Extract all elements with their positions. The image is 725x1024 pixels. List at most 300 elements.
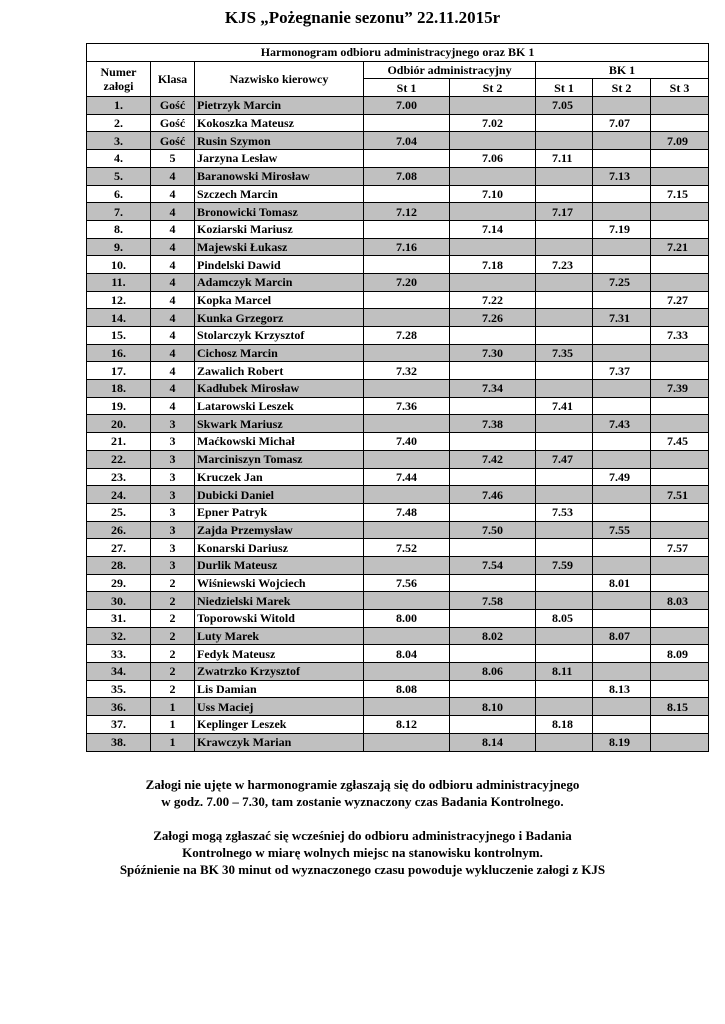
admin-st2-time: 7.26 [450,309,536,327]
admin-st2-time [450,645,536,663]
admin-st2-time: 7.42 [450,450,536,468]
table-row [87,716,709,734]
bk-st2-time [593,539,651,557]
crew-number: 32. [87,627,151,645]
header-admin-group: Odbiór administracyjny [364,61,536,79]
admin-st1-time [364,592,450,610]
bk-st1-time: 7.59 [536,556,593,574]
bk-st2-time [593,503,651,521]
crew-number: 17. [87,362,151,380]
class-cell: 3 [151,415,195,433]
admin-st2-time: 7.50 [450,521,536,539]
schedule-table [86,43,709,752]
driver-name: Keplinger Leszek [195,716,364,734]
class-cell: 4 [151,273,195,291]
class-cell: 2 [151,574,195,592]
bk-st1-time [536,468,593,486]
bk-st1-time [536,362,593,380]
admin-st1-time [364,733,450,751]
bk-st3-time [651,733,709,751]
crew-number: 9. [87,238,151,256]
bk-st2-time: 7.25 [593,273,651,291]
driver-name: Lis Damian [195,680,364,698]
table-row [87,610,709,628]
crew-number: 26. [87,521,151,539]
table-row [87,203,709,221]
bk-st2-time [593,397,651,415]
table-row [87,698,709,716]
driver-name: Skwark Mariusz [195,415,364,433]
table-row [87,167,709,185]
bk-st1-time [536,238,593,256]
bk-st1-time [536,627,593,645]
driver-name: Kokoszka Mateusz [195,114,364,132]
driver-name: Luty Marek [195,627,364,645]
admin-st2-time [450,327,536,345]
admin-st1-time [364,450,450,468]
table-row [87,114,709,132]
class-cell: 3 [151,539,195,557]
bk-st1-time [536,698,593,716]
table-row [87,680,709,698]
bk-st3-time [651,256,709,274]
admin-st2-time [450,716,536,734]
bk-st2-time: 8.07 [593,627,651,645]
driver-name: Niedzielski Marek [195,592,364,610]
bk-st3-time [651,521,709,539]
header-number: Numer załogi [87,61,151,96]
bk-st3-time: 7.27 [651,291,709,309]
crew-number: 7. [87,203,151,221]
bk-st3-time [651,468,709,486]
bk-st3-time [651,344,709,362]
class-cell: 4 [151,203,195,221]
bk-st2-time [593,256,651,274]
bk-st3-time: 7.09 [651,132,709,150]
admin-st1-time: 7.32 [364,362,450,380]
bk-st1-time [536,114,593,132]
admin-st2-time [450,574,536,592]
bk-st2-time [593,344,651,362]
bk-st3-time [651,220,709,238]
page-title: KJS „Pożegnanie sezonu” 22.11.2015r [224,8,501,27]
bk-st2-time: 7.31 [593,309,651,327]
bk-st1-time: 7.23 [536,256,593,274]
bk-st2-time [593,132,651,150]
table-caption: Harmonogram odbioru administracyjnego oraz BK 1 [87,44,709,62]
table-row [87,450,709,468]
bk-st3-time [651,273,709,291]
driver-name: Bronowicki Tomasz [195,203,364,221]
driver-name: Konarski Dariusz [195,539,364,557]
admin-st1-time: 7.00 [364,97,450,115]
bk-st2-time: 8.19 [593,733,651,751]
class-cell: 2 [151,592,195,610]
table-row [87,344,709,362]
bk-st2-time [593,291,651,309]
table-row [87,539,709,557]
note-line: Załogi nie ujęte w harmonogramie zgłaszają się do odbioru administracyjnego [145,777,580,792]
crew-number: 15. [87,327,151,345]
admin-st1-time: 8.00 [364,610,450,628]
bk-st1-time [536,574,593,592]
crew-number: 28. [87,556,151,574]
table-row [87,97,709,115]
crew-number: 21. [87,433,151,451]
driver-name: Pietrzyk Marcin [195,97,364,115]
table-row [87,415,709,433]
bk-st2-time [593,450,651,468]
admin-st1-time: 8.08 [364,680,450,698]
class-cell: 4 [151,362,195,380]
bk-st1-time: 8.05 [536,610,593,628]
header-admin-st2: St 2 [450,79,536,97]
bk-st1-time [536,327,593,345]
table-row [87,380,709,398]
crew-number: 25. [87,503,151,521]
bk-st2-time: 7.19 [593,220,651,238]
table-row [87,185,709,203]
driver-name: Baranowski Mirosław [195,167,364,185]
admin-st2-time: 7.30 [450,344,536,362]
admin-st1-time [364,521,450,539]
class-cell: 3 [151,486,195,504]
bk-st3-time [651,397,709,415]
admin-st2-time: 7.18 [450,256,536,274]
bk-st1-time [536,486,593,504]
class-cell: 1 [151,733,195,751]
admin-st2-time: 8.10 [450,698,536,716]
table-row [87,132,709,150]
admin-st1-time [364,556,450,574]
admin-st2-time [450,203,536,221]
class-cell: 4 [151,185,195,203]
bk-st2-time: 7.07 [593,114,651,132]
class-cell: 4 [151,291,195,309]
bk-st2-time: 8.13 [593,680,651,698]
crew-number: 18. [87,380,151,398]
bk-st1-time [536,680,593,698]
header-bk-group: BK 1 [536,61,709,79]
table-row [87,273,709,291]
admin-st1-time: 7.56 [364,574,450,592]
driver-name: Szczech Marcin [195,185,364,203]
crew-number: 34. [87,663,151,681]
admin-st1-time: 7.36 [364,397,450,415]
admin-st2-time: 7.34 [450,380,536,398]
class-cell: Gość [151,114,195,132]
crew-number: 1. [87,97,151,115]
bk-st2-time [593,610,651,628]
note-line: Kontrolnego w miarę wolnych miejsc na stanowisku kontrolnym. [182,845,543,860]
bk-st3-time [651,167,709,185]
bk-st1-time: 7.41 [536,397,593,415]
bk-st2-time [593,185,651,203]
bk-st2-time [593,645,651,663]
bk-st3-time [651,150,709,168]
admin-st1-time [364,698,450,716]
admin-st2-time: 8.06 [450,663,536,681]
class-cell: 1 [151,698,195,716]
bk-st3-time: 7.51 [651,486,709,504]
class-cell: Gość [151,97,195,115]
admin-st2-time: 7.54 [450,556,536,574]
bk-st3-time: 7.57 [651,539,709,557]
crew-number: 35. [87,680,151,698]
driver-name: Zajda Przemysław [195,521,364,539]
bk-st2-time [593,238,651,256]
bk-st1-time: 8.18 [536,716,593,734]
class-cell: 5 [151,150,195,168]
table-row [87,238,709,256]
driver-name: Durlik Mateusz [195,556,364,574]
header-bk-st3: St 3 [651,79,709,97]
admin-st1-time: 7.48 [364,503,450,521]
bk-st2-time [593,150,651,168]
admin-st2-time: 7.38 [450,415,536,433]
bk-st2-time [593,556,651,574]
crew-number: 27. [87,539,151,557]
header-bk-st2: St 2 [593,79,651,97]
bk-st1-time: 8.11 [536,663,593,681]
bk-st3-time [651,114,709,132]
bk-st1-time [536,433,593,451]
driver-name: Fedyk Mateusz [195,645,364,663]
admin-st2-time: 7.06 [450,150,536,168]
bk-st3-time: 8.15 [651,698,709,716]
bk-st1-time [536,185,593,203]
crew-number: 8. [87,220,151,238]
bk-st1-time [536,733,593,751]
admin-st2-time [450,362,536,380]
crew-number: 31. [87,610,151,628]
crew-number: 10. [87,256,151,274]
admin-st2-time: 7.58 [450,592,536,610]
crew-number: 2. [87,114,151,132]
table-row [87,663,709,681]
table-row [87,220,709,238]
bk-st2-time [593,663,651,681]
admin-st2-time [450,610,536,628]
admin-st1-time [364,415,450,433]
bk-st2-time [593,716,651,734]
admin-st1-time: 8.04 [364,645,450,663]
crew-number: 38. [87,733,151,751]
bk-st3-time [651,450,709,468]
bk-st2-time: 7.37 [593,362,651,380]
admin-st2-time: 7.22 [450,291,536,309]
bk-st2-time: 7.43 [593,415,651,433]
crew-number: 36. [87,698,151,716]
admin-st2-time: 7.10 [450,185,536,203]
driver-name: Cichosz Marcin [195,344,364,362]
admin-st1-time [364,114,450,132]
driver-name: Adamczyk Marcin [195,273,364,291]
driver-name: Stolarczyk Krzysztof [195,327,364,345]
class-cell: 4 [151,167,195,185]
class-cell: 3 [151,450,195,468]
table-row [87,486,709,504]
class-cell: 3 [151,521,195,539]
class-cell: Gość [151,132,195,150]
crew-number: 3. [87,132,151,150]
bk-st1-time [536,220,593,238]
bk-st3-time [651,309,709,327]
bk-st3-time [651,415,709,433]
class-cell: 3 [151,556,195,574]
bk-st2-time [593,327,651,345]
bk-st1-time: 7.35 [536,344,593,362]
admin-st2-time [450,680,536,698]
table-row [87,592,709,610]
driver-name: Dubicki Daniel [195,486,364,504]
driver-name: Kopka Marcel [195,291,364,309]
admin-st1-time: 7.16 [364,238,450,256]
class-cell: 4 [151,344,195,362]
table-row [87,468,709,486]
admin-st1-time: 7.12 [364,203,450,221]
crew-number: 20. [87,415,151,433]
bk-st2-time: 8.01 [593,574,651,592]
crew-number: 16. [87,344,151,362]
bk-st1-time: 7.47 [536,450,593,468]
admin-st1-time: 7.28 [364,327,450,345]
class-cell: 1 [151,716,195,734]
bk-st3-time [651,362,709,380]
header-driver: Nazwisko kierowcy [195,61,364,96]
class-cell: 4 [151,238,195,256]
table-row [87,327,709,345]
admin-st1-time [364,380,450,398]
bk-st2-time [593,698,651,716]
admin-st2-time [450,397,536,415]
admin-st1-time [364,663,450,681]
bk-st1-time [536,273,593,291]
bk-st1-time: 7.05 [536,97,593,115]
admin-st2-time: 8.02 [450,627,536,645]
admin-st2-time [450,167,536,185]
class-cell: 3 [151,503,195,521]
driver-name: Maćkowski Michał [195,433,364,451]
bk-st2-time [593,433,651,451]
crew-number: 6. [87,185,151,203]
bk-st1-time [536,380,593,398]
table-row [87,433,709,451]
admin-st1-time [364,185,450,203]
bk-st1-time [536,592,593,610]
bk-st1-time: 7.53 [536,503,593,521]
table-row [87,521,709,539]
bk-st3-time [651,556,709,574]
admin-st1-time [364,309,450,327]
note-admin [0,776,725,810]
note-bk [0,827,725,878]
admin-st2-time: 7.02 [450,114,536,132]
bk-st2-time [593,203,651,221]
driver-name: Epner Patryk [195,503,364,521]
table-row [87,627,709,645]
bk-st3-time [651,203,709,221]
driver-name: Koziarski Mariusz [195,220,364,238]
admin-st2-time: 7.46 [450,486,536,504]
class-cell: 4 [151,380,195,398]
class-cell: 3 [151,433,195,451]
class-cell: 2 [151,645,195,663]
table-row [87,291,709,309]
class-cell: 4 [151,220,195,238]
bk-st1-time [536,309,593,327]
bk-st3-time: 7.45 [651,433,709,451]
bk-st1-time [536,415,593,433]
crew-number: 23. [87,468,151,486]
bk-st2-time [593,380,651,398]
bk-st1-time: 7.17 [536,203,593,221]
bk-st1-time: 7.11 [536,150,593,168]
admin-st1-time [364,344,450,362]
table-row [87,733,709,751]
class-cell: 3 [151,468,195,486]
admin-st1-time: 7.40 [364,433,450,451]
driver-name: Wiśniewski Wojciech [195,574,364,592]
admin-st2-time [450,238,536,256]
crew-number: 37. [87,716,151,734]
crew-number: 5. [87,167,151,185]
note-line: Spóźnienie na BK 30 minut od wyznaczonego czasu powoduje wykluczenie załogi z KJS [119,862,606,877]
admin-st1-time: 7.04 [364,132,450,150]
bk-st2-time: 7.49 [593,468,651,486]
admin-st2-time [450,273,536,291]
driver-name: Jarzyna Lesław [195,150,364,168]
driver-name: Kunka Grzegorz [195,309,364,327]
crew-number: 22. [87,450,151,468]
bk-st1-time [536,167,593,185]
bk-st3-time [651,627,709,645]
admin-st2-time [450,132,536,150]
admin-st1-time: 7.44 [364,468,450,486]
class-cell: 2 [151,680,195,698]
driver-name: Uss Maciej [195,698,364,716]
driver-name: Zwatrzko Krzysztof [195,663,364,681]
class-cell: 2 [151,627,195,645]
admin-st2-time: 7.14 [450,220,536,238]
admin-st1-time: 8.12 [364,716,450,734]
bk-st3-time [651,716,709,734]
table-body [87,97,709,751]
class-cell: 2 [151,610,195,628]
admin-st1-time [364,150,450,168]
admin-st1-time [364,256,450,274]
crew-number: 14. [87,309,151,327]
bk-st3-time [651,663,709,681]
crew-number: 4. [87,150,151,168]
driver-name: Latarowski Leszek [195,397,364,415]
admin-st2-time [450,433,536,451]
bk-st3-time [651,680,709,698]
table-row [87,362,709,380]
bk-st3-time: 7.39 [651,380,709,398]
driver-name: Krawczyk Marian [195,733,364,751]
admin-st2-time [450,503,536,521]
driver-name: Toporowski Witold [195,610,364,628]
admin-st1-time [364,220,450,238]
table-row [87,397,709,415]
note-line: w godz. 7.00 – 7.30, tam zostanie wyznaczony czas Badania Kontrolnego. [161,794,564,809]
header-class: Klasa [151,61,195,96]
bk-st1-time [536,645,593,663]
bk-st2-time [593,592,651,610]
driver-name: Kadłubek Mirosław [195,380,364,398]
bk-st3-time [651,503,709,521]
